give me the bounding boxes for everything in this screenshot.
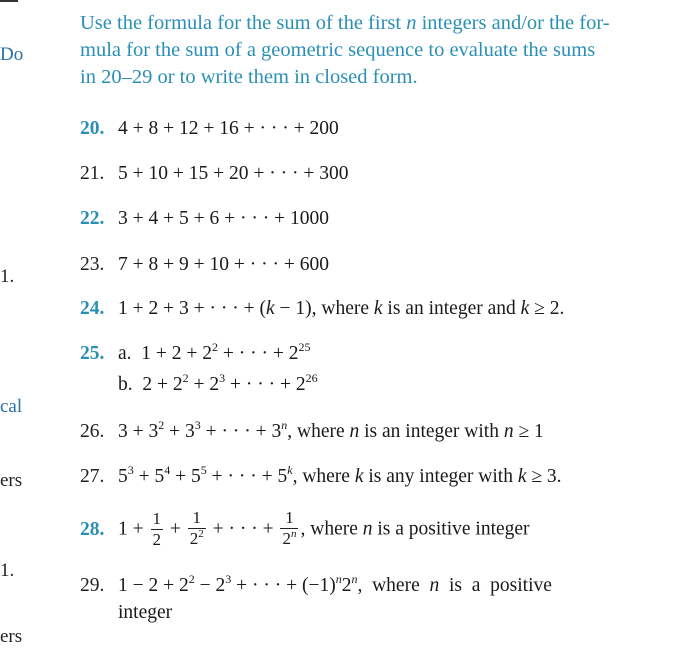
exercise-24: 24. 1 + 2 + 3 + · · · + (k − 1), where k is an integer and k ≥ 2. <box>80 298 565 319</box>
exercise-26: 26. $3 + 3^2 + 3^3$ + · · · + $3^n$, where n is an integer with n ≥ 1 <box>80 418 544 442</box>
exercise-25-part-b: b. $2 + 2^2 + 2^3$ + · · · + $2^{26}$ <box>118 371 318 395</box>
instructions: Use the formula for the sum of the first n integers and/or the for- mula for the sum of a geometric sequence to evaluate the sums in 20–29 or to write them in closed form. <box>80 12 610 88</box>
exercise-text: 4 + 8 + 12 + 16 + · · · + 200 <box>118 118 339 139</box>
exercise-number: 20. <box>80 118 105 139</box>
exercise-text: 7 + 8 + 9 + 10 + · · · + 600 <box>118 254 329 275</box>
exercise-text: 5 + 10 + 15 + 20 + · · · + 300 <box>118 163 349 184</box>
margin-fragment: ers <box>0 470 23 491</box>
exercise-number: 28. <box>80 518 105 540</box>
exercise-text: 3 + 4 + 5 + 6 + · · · + 1000 <box>118 208 329 229</box>
exercise-number: 26. <box>80 421 105 442</box>
exercise-27: 27. $5^3 + 5^4 + 5^5$ + · · · + $5^k$, where k is any integer with k ≥ 3. <box>80 463 562 487</box>
exercise-29: 29. $1 - 2 + 2^2 - 2^3$ + · · · + $(-1)^n2^n$, where n is a positive <box>80 572 552 596</box>
exercise-number: 25. <box>80 343 105 364</box>
margin-fragment: 1. <box>0 266 15 287</box>
exercise-number: 27. <box>80 466 105 487</box>
margin-fragment: ers <box>0 626 23 647</box>
exercise-20 <box>80 118 339 140</box>
exercise-23 <box>80 254 329 276</box>
exercise-number: 29. <box>80 575 105 596</box>
exercise-29-continued: integer <box>118 602 173 623</box>
margin-fragment: Do <box>0 44 24 65</box>
exercise-number: 22. <box>80 208 105 229</box>
fraction: $\frac{1}{2}$ <box>152 509 161 549</box>
fraction: $\frac{1}{2^n}$ <box>280 508 298 551</box>
exercise-22 <box>80 208 329 230</box>
exercise-25: 25. a. $1 + 2 + 2^2$ + · · · + $2^{25}$ <box>80 340 311 364</box>
top-rule <box>0 0 18 2</box>
exercise-21 <box>80 163 348 185</box>
margin-fragment: 1. <box>0 560 15 581</box>
exercise-number: 23. <box>80 254 105 275</box>
fraction: $\frac{1}{2^2}$ <box>188 508 206 551</box>
exercise-number: 24. <box>80 298 105 319</box>
margin-fragment: cal <box>0 396 23 417</box>
exercise-number: 21. <box>80 163 105 184</box>
exercise-28: 28. 1 + $\frac{1}{2}$ + $\frac{1}{2^2}$ + · · · + $\frac{1}{2^n}$ , where n is a positive integer <box>80 508 530 549</box>
